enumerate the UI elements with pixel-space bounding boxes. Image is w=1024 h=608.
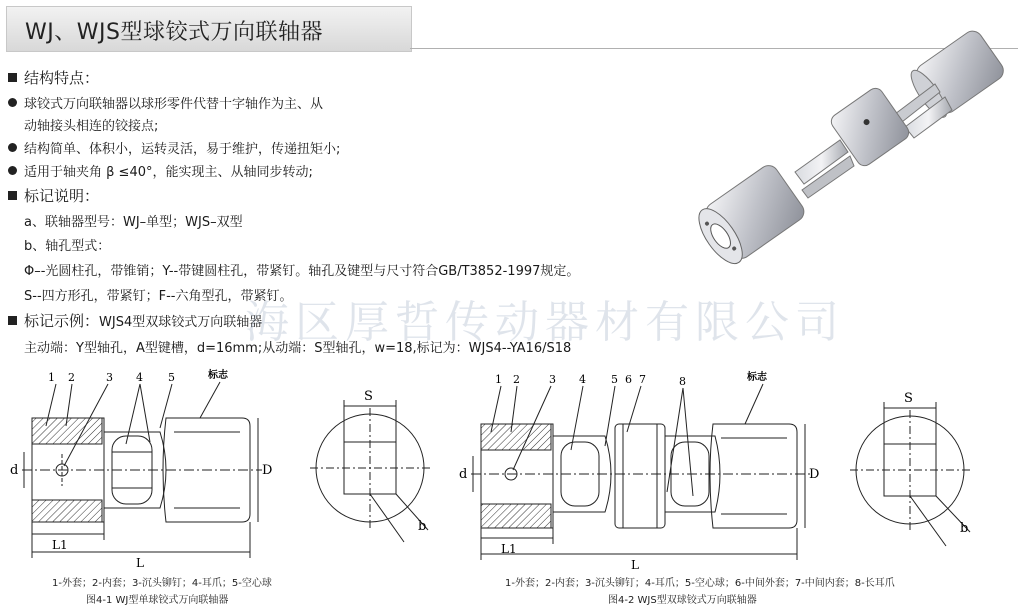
feature-item: 适用于轴夹角 β ≤40°，能实现主、从轴同步转动;	[8, 164, 313, 181]
dim-L1: L1	[501, 542, 517, 556]
callout-5: 5	[611, 373, 618, 386]
callout-1: 1	[495, 373, 502, 386]
feature-item-continued: 动轴接头相连的铰接点;	[24, 119, 159, 134]
callout-1: 1	[48, 371, 55, 384]
callout-4: 4	[136, 371, 143, 384]
marking-line: b、轴孔型式：	[24, 239, 111, 254]
figure1-end-view	[300, 380, 450, 555]
feature-item: 结构简单、体积小，运转灵活，易于维护，传递扭矩小;	[8, 141, 340, 158]
figure1-caption: 图4-1 WJ型单球铰式万向联轴器	[86, 595, 229, 606]
dim-L: L	[631, 558, 639, 572]
callout-3: 3	[549, 373, 556, 386]
callout-7: 7	[639, 373, 646, 386]
marking-line: a、联轴器型号：WJ–单型；WJS–双型	[24, 215, 243, 230]
marking-line: Φ–-光圆柱孔，带锥销；Y--带键圆柱孔，带紧钉。轴孔及键型与尺寸符合GB/T3852-1997规定。	[24, 264, 580, 279]
figure2-end-view	[840, 382, 1000, 557]
dim-S: S	[364, 389, 373, 404]
dim-b: b	[418, 519, 427, 534]
callout-5: 5	[168, 371, 175, 384]
figure2-caption: 图4-2 WJS型双球铰式万向联轴器	[608, 595, 757, 606]
dim-D: D	[262, 463, 273, 478]
square-bullet-icon	[8, 73, 17, 82]
dim-d: d	[10, 463, 19, 478]
round-bullet-icon	[8, 98, 17, 107]
square-bullet-icon	[8, 191, 17, 200]
dim-b: b	[960, 521, 969, 536]
page-title: WJ、WJS型球铰式万向联轴器	[25, 20, 323, 45]
figure2-side-view	[455, 362, 825, 572]
callout-2: 2	[68, 371, 75, 384]
dim-L: L	[136, 556, 144, 570]
feature-item: 球铰式万向联轴器以球形零件代替十字轴作为主、从	[8, 96, 323, 113]
figure1-legend: 1-外套；2-内套；3-沉头铆钉；4-耳爪；5-空心球	[52, 578, 272, 589]
dim-L1: L1	[52, 538, 68, 552]
callout-4: 4	[579, 373, 586, 386]
round-bullet-icon	[8, 166, 17, 175]
callout-3: 3	[106, 371, 113, 384]
callout-8: 8	[679, 375, 686, 388]
figure1-side-view	[0, 362, 290, 572]
watermark-text: 海区厚哲传动器材有限公司	[245, 297, 845, 348]
example-line: 主动端：Y型轴孔，A型键槽，d=16mm;从动端：S型轴孔，w=18,标记为：WJS4--YA16/S18	[24, 341, 572, 356]
coupling-3d-image	[690, 22, 1020, 272]
figure2-legend: 1-外套；2-内套；3-沉头铆钉；4-耳爪；5-空心球；6-中间外套；7-中间内套；8-长耳爪	[505, 578, 895, 589]
features-heading: 结构特点：	[8, 70, 99, 87]
example-inline: WJS4型双球铰式万向联轴器	[99, 315, 263, 330]
title-banner	[6, 6, 412, 52]
callout-6: 6	[625, 373, 632, 386]
dim-D: D	[809, 467, 820, 482]
marking-line: S--四方形孔，带紧钉；F--六角型孔，带紧钉。	[24, 289, 293, 304]
example-heading: 标记示例：WJS4型双球铰式万向联轴器	[8, 313, 262, 331]
dim-S: S	[904, 391, 913, 406]
mark-label: 标志	[208, 370, 228, 381]
callout-2: 2	[513, 373, 520, 386]
round-bullet-icon	[8, 143, 17, 152]
dim-d: d	[459, 467, 468, 482]
square-bullet-icon	[8, 316, 17, 325]
marking-heading: 标记说明：	[8, 188, 99, 205]
mark-label: 标志	[747, 372, 767, 383]
